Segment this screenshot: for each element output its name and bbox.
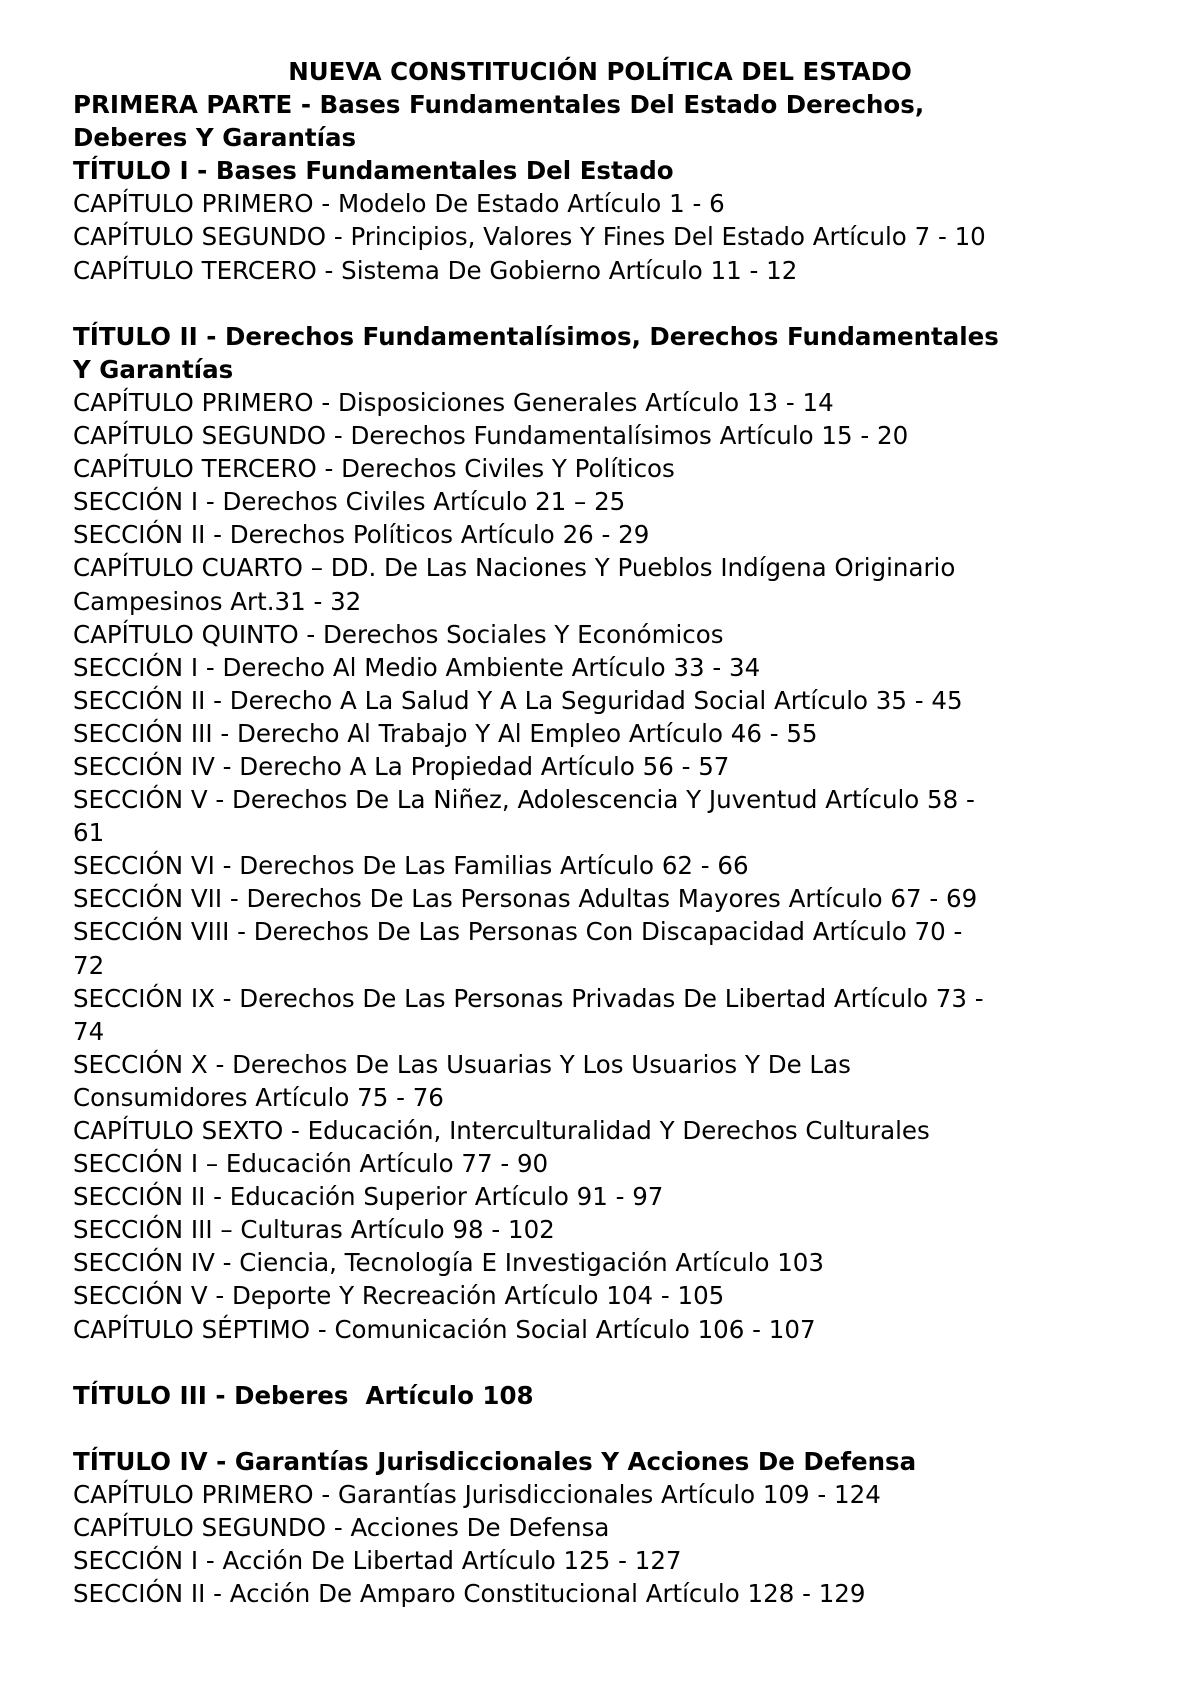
titulo-4-heading: TÍTULO IV - Garantías Jurisdiccionales Y Acciones De Defensa — [73, 1446, 917, 1476]
list-item: CAPÍTULO TERCERO - Derechos Civiles Y Políticos — [73, 454, 675, 484]
titulo-2-heading-line-2: Y Garantías — [73, 354, 234, 384]
list-item: SECCIÓN V - Derechos De La Niñez, Adolescencia Y Juventud Artículo 58 - — [73, 785, 975, 815]
titulo-1-heading: TÍTULO I - Bases Fundamentales Del Estado — [73, 156, 674, 186]
titulo-4-list — [73, 1478, 1163, 1610]
list-item: CAPÍTULO QUINTO - Derechos Sociales Y Económicos — [73, 619, 724, 649]
blank-line — [73, 287, 1163, 320]
list-item: SECCIÓN V - Deporte Y Recreación Artículo 104 - 105 — [73, 1281, 725, 1311]
list-item: Campesinos Art.31 - 32 — [73, 586, 362, 616]
list-item: SECCIÓN VII - Derechos De Las Personas Adultas Mayores Artículo 67 - 69 — [73, 884, 978, 914]
list-item: CAPÍTULO PRIMERO - Garantías Jurisdiccionales Artículo 109 - 124 — [73, 1480, 881, 1510]
list-item: CAPÍTULO SEXTO - Educación, Interculturalidad Y Derechos Culturales — [73, 1116, 930, 1145]
list-item: SECCIÓN III - Derecho Al Trabajo Y Al Empleo Artículo 46 - 55 — [73, 718, 818, 748]
titulo-1-list — [73, 187, 1163, 286]
list-item: SECCIÓN I - Derecho Al Medio Ambiente Artículo 33 - 34 — [73, 652, 761, 682]
blank-line — [73, 1346, 1163, 1379]
list-item: SECCIÓN II - Acción De Amparo Constitucional Artículo 128 - 129 — [73, 1579, 866, 1609]
titulo-2-heading-line-1: TÍTULO II - Derechos Fundamentalísimos, Derechos Fundamentales — [73, 321, 999, 351]
document-body — [73, 55, 1163, 1610]
titulo-3-heading: TÍTULO III - Deberes Artículo 108 — [73, 1380, 534, 1410]
list-item: CAPÍTULO SEGUNDO - Principios, Valores Y Fines Del Estado Artículo 7 - 10 — [73, 222, 986, 252]
list-item: CAPÍTULO SEGUNDO - Derechos Fundamentalísimos Artículo 15 - 20 — [73, 421, 909, 451]
list-item: SECCIÓN IX - Derechos De Las Personas Privadas De Libertad Artículo 73 - — [73, 983, 984, 1013]
list-item: CAPÍTULO PRIMERO - Modelo De Estado Artículo 1 - 6 — [73, 189, 725, 219]
list-item: CAPÍTULO PRIMERO - Disposiciones Generales Artículo 13 - 14 — [73, 387, 834, 417]
list-item: 61 — [73, 818, 105, 848]
list-item: SECCIÓN II - Educación Superior Artículo 91 - 97 — [73, 1182, 664, 1212]
list-item: SECCIÓN III – Culturas Artículo 98 - 102 — [73, 1215, 555, 1245]
list-item: CAPÍTULO SEGUNDO - Acciones De Defensa — [73, 1513, 610, 1543]
list-item: CAPÍTULO TERCERO - Sistema De Gobierno Artículo 11 - 12 — [73, 255, 798, 285]
list-item: SECCIÓN I - Acción De Libertad Artículo 125 - 127 — [73, 1546, 682, 1576]
list-item: 72 — [73, 950, 105, 980]
part-heading-line-2: Deberes Y Garantías — [73, 123, 357, 153]
list-item: 74 — [73, 1016, 105, 1046]
document-title: NUEVA CONSTITUCIÓN POLÍTICA DEL ESTADO — [288, 57, 912, 86]
blank-line — [73, 1412, 1163, 1445]
list-item: SECCIÓN X - Derechos De Las Usuarias Y Los Usuarios Y De Las — [73, 1049, 851, 1079]
list-item: SECCIÓN VIII - Derechos De Las Personas Con Discapacidad Artículo 70 - — [73, 917, 963, 947]
list-item: SECCIÓN IV - Derecho A La Propiedad Artículo 56 - 57 — [73, 751, 730, 781]
list-item: Consumidores Artículo 75 - 76 — [73, 1082, 444, 1112]
titulo-2-list — [73, 386, 1163, 1346]
list-item: SECCIÓN II - Derecho A La Salud Y A La Seguridad Social Artículo 35 - 45 — [73, 685, 963, 715]
list-item: CAPÍTULO SÉPTIMO - Comunicación Social Artículo 106 - 107 — [73, 1314, 816, 1344]
list-item: CAPÍTULO CUARTO – DD. De Las Naciones Y Pueblos Indígena Originario — [73, 553, 956, 583]
part-heading-line-1: PRIMERA PARTE - Bases Fundamentales Del Estado Derechos, — [73, 90, 925, 120]
list-item: SECCIÓN II - Derechos Políticos Artículo 26 - 29 — [73, 520, 650, 550]
list-item: SECCIÓN VI - Derechos De Las Familias Artículo 62 - 66 — [73, 851, 749, 881]
list-item: SECCIÓN I - Derechos Civiles Artículo 21 – 25 — [73, 487, 626, 517]
list-item: SECCIÓN I – Educación Artículo 77 - 90 — [73, 1149, 549, 1179]
list-item: SECCIÓN IV - Ciencia, Tecnología E Investigación Artículo 103 — [73, 1248, 824, 1278]
